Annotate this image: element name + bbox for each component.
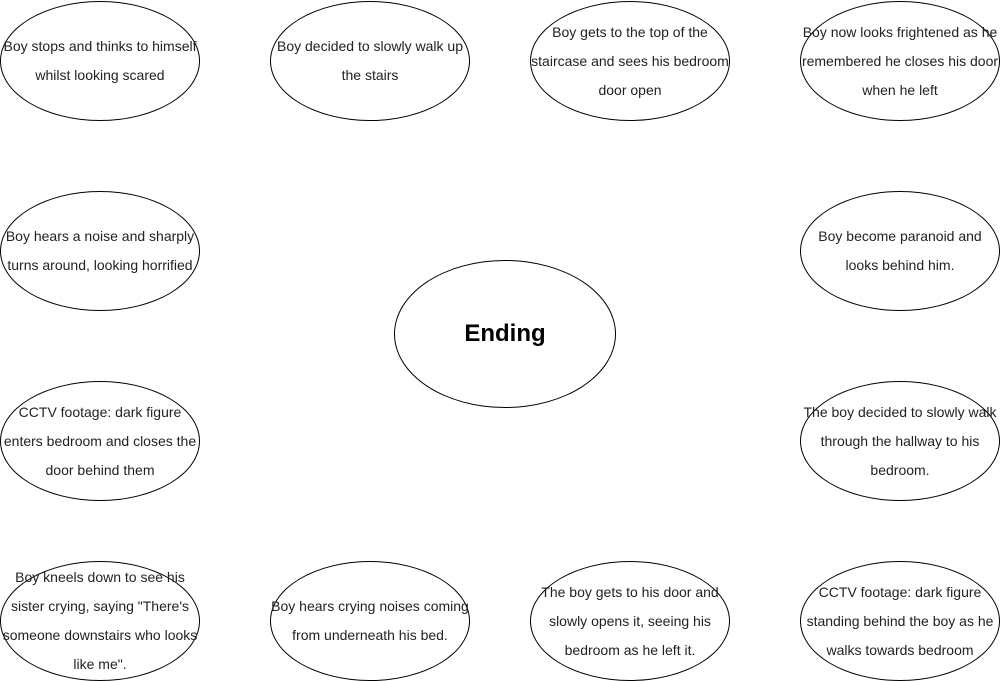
story-node-label: Boy decided to slowly walk up the stairs: [277, 38, 463, 83]
story-node-cctv-enters-bedroom[interactable]: [0, 381, 200, 501]
story-node-crying-noises[interactable]: [270, 561, 470, 681]
story-node-label: Boy gets to the top of the staircase and sees his bedroom door open: [531, 23, 729, 98]
story-node-paranoid[interactable]: [800, 191, 1000, 311]
story-node-label: Boy become paranoid and looks behind him.: [818, 228, 982, 273]
story-node-label: Boy hears a noise and sharply turns around, looking horrified: [5, 228, 195, 273]
story-node-label: The boy decided to slowly walk through the hallway to his bedroom.: [803, 403, 997, 478]
story-node-label: The boy gets to his door and slowly opens it, seeing his bedroom as he left it.: [541, 583, 719, 658]
story-node-looks-frightened[interactable]: [800, 1, 1000, 121]
story-node-walk-hallway[interactable]: [800, 381, 1000, 501]
story-node-label: Boy now looks frightened as he remembered he closes his door when he left: [801, 23, 999, 98]
story-node-label: Boy stops and thinks to himself whilst looking scared: [3, 38, 197, 83]
story-node-top-of-staircase[interactable]: [530, 1, 730, 121]
story-node-label: Boy hears crying noises coming from underneath his bed.: [271, 598, 469, 643]
story-node-cctv-behind-boy[interactable]: [800, 561, 1000, 681]
story-node-label: CCTV footage: dark figure enters bedroom and closes the door behind them: [3, 403, 197, 478]
story-node-hears-noise[interactable]: [0, 191, 200, 311]
story-node-label: Boy kneels down to see his sister crying, saying "There's someone downstairs who looks like me".: [2, 569, 198, 672]
center-node-label: Ending: [464, 320, 546, 347]
center-node-ending[interactable]: [394, 260, 616, 408]
story-node-walk-up-stairs[interactable]: [270, 1, 470, 121]
story-node-opens-door[interactable]: [530, 561, 730, 681]
story-node-boy-stops-thinks[interactable]: [0, 1, 200, 121]
story-node-kneels-sister[interactable]: [0, 561, 200, 681]
story-node-label: CCTV footage: dark figure standing behind the boy as he walks towards bedroom: [806, 583, 994, 658]
